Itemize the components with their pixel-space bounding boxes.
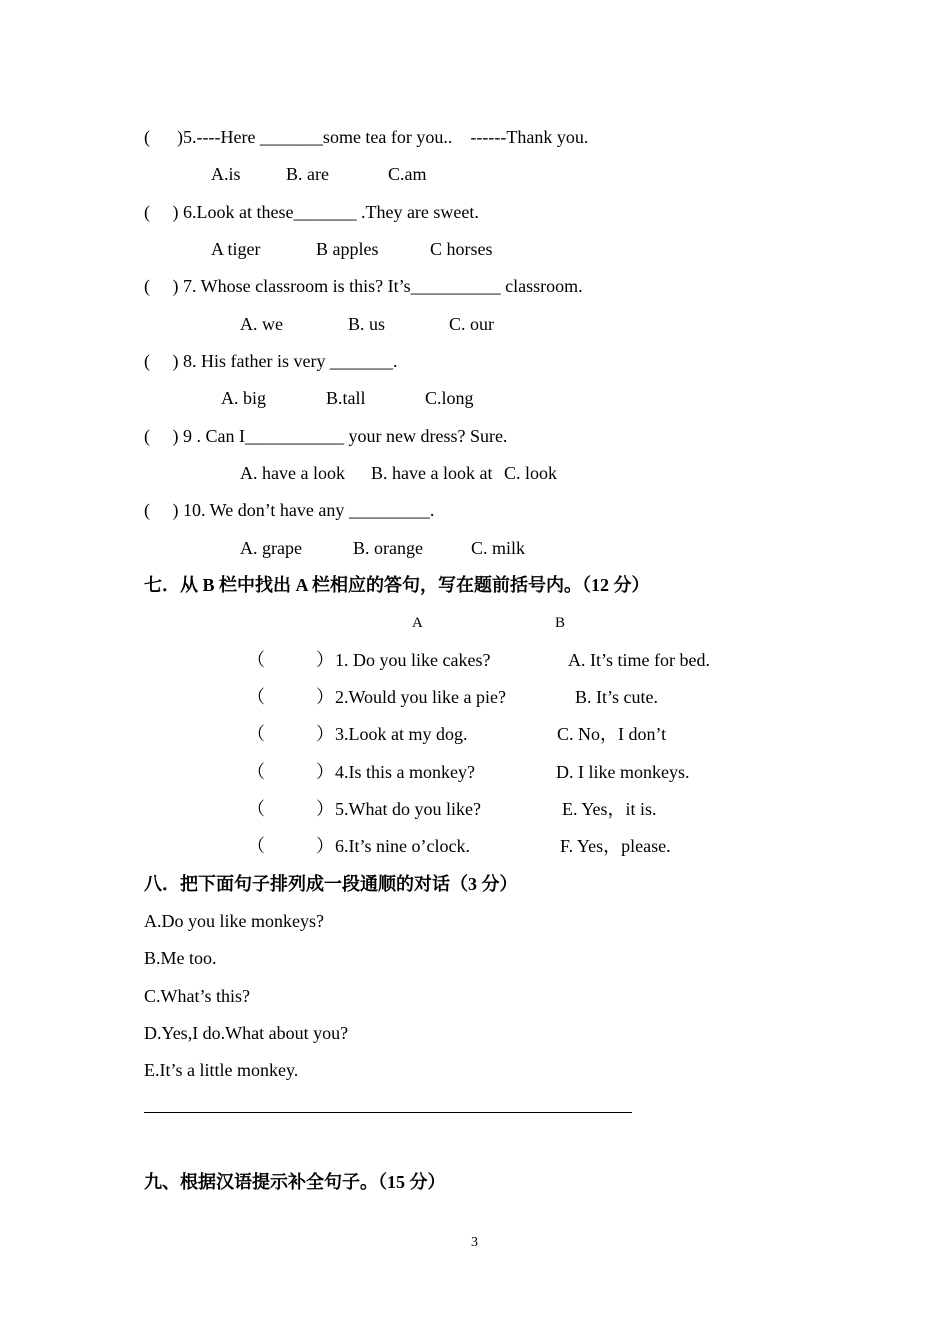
option-10c: C. milk <box>471 538 526 558</box>
match-item-b: F. Yes，please. <box>560 836 671 856</box>
question-10: ( ) 10. We don’t have any _________. <box>144 500 435 520</box>
match-item-b: C. No，I don’t <box>557 724 667 744</box>
section-9-title: 九、根据汉语提示补全句子。（15 分） <box>144 1172 446 1192</box>
match-item-a: 2.Would you like a pie? <box>335 687 507 707</box>
option-7c: C. our <box>449 314 494 334</box>
answer-line <box>144 1112 632 1113</box>
match-paren-close: ） <box>316 799 334 819</box>
match-paren-close: ） <box>316 650 334 670</box>
option-6c: C horses <box>430 239 493 259</box>
question-5: ( )5.----Here _______some tea for you.. ------Thank you. <box>144 127 589 147</box>
match-item-a: 6.It’s nine o’clock. <box>335 836 470 856</box>
match-paren-open: （ <box>247 836 265 856</box>
match-item-a: 4.Is this a monkey? <box>335 762 475 782</box>
match-paren-close: ） <box>316 687 334 707</box>
match-paren-close: ） <box>316 836 334 856</box>
option-8b: B.tall <box>326 388 366 408</box>
match-item-b: A. It’s time for bed. <box>568 650 710 670</box>
match-item-a: 3.Look at my dog. <box>335 724 468 744</box>
dialogue-sentence: E.It’s a little monkey. <box>144 1060 299 1080</box>
match-paren-close: ） <box>316 724 334 744</box>
option-7a: A. we <box>240 314 283 334</box>
match-item-a: 5.What do you like? <box>335 799 481 819</box>
dialogue-sentence: B.Me too. <box>144 948 217 968</box>
section-8-title: 八．把下面句子排列成一段通顺的对话（3 分） <box>144 874 518 894</box>
option-5a: A.is <box>211 164 241 184</box>
option-10b: B. orange <box>353 538 423 558</box>
question-6: ( ) 6.Look at these_______ .They are sweet. <box>144 202 479 222</box>
question-8: ( ) 8. His father is very _______. <box>144 351 398 371</box>
option-10a: A. grape <box>240 538 302 558</box>
option-6b: B apples <box>316 239 379 259</box>
match-paren-open: （ <box>247 687 265 707</box>
option-5b: B. are <box>286 164 329 184</box>
option-5c: C.am <box>388 164 427 184</box>
dialogue-sentence: C.What’s this? <box>144 986 250 1006</box>
match-item-b: E. Yes，it is. <box>562 799 657 819</box>
option-8a: A. big <box>221 388 266 408</box>
match-paren-open: （ <box>247 650 265 670</box>
page-number: 3 <box>471 1235 478 1250</box>
option-9a: A. have a look <box>240 463 345 483</box>
match-paren-open: （ <box>247 762 265 782</box>
option-8c: C.long <box>425 388 474 408</box>
question-9: ( ) 9 . Can I___________ your new dress? Sure. <box>144 426 508 446</box>
option-6a: A tiger <box>211 239 261 259</box>
option-9c: C. look <box>504 463 558 483</box>
match-paren-close: ） <box>316 762 334 782</box>
section-7-title: 七．从 B 栏中找出 A 栏相应的答句，写在题前括号内。（12 分） <box>144 575 650 595</box>
match-item-b: B. It’s cute. <box>575 687 658 707</box>
column-a-header: A <box>412 615 423 631</box>
option-7b: B. us <box>348 314 386 334</box>
match-paren-open: （ <box>247 799 265 819</box>
question-7: ( ) 7. Whose classroom is this? It’s__________ classroom. <box>144 276 583 296</box>
dialogue-sentence: D.Yes,I do.What about you? <box>144 1023 349 1043</box>
match-item-a: 1. Do you like cakes? <box>335 650 491 670</box>
match-paren-open: （ <box>247 724 265 744</box>
match-item-b: D. I like monkeys. <box>556 762 690 782</box>
option-9b: B. have a look at <box>371 463 493 483</box>
dialogue-sentence: A.Do you like monkeys? <box>144 911 324 931</box>
column-b-header: B <box>555 615 566 631</box>
